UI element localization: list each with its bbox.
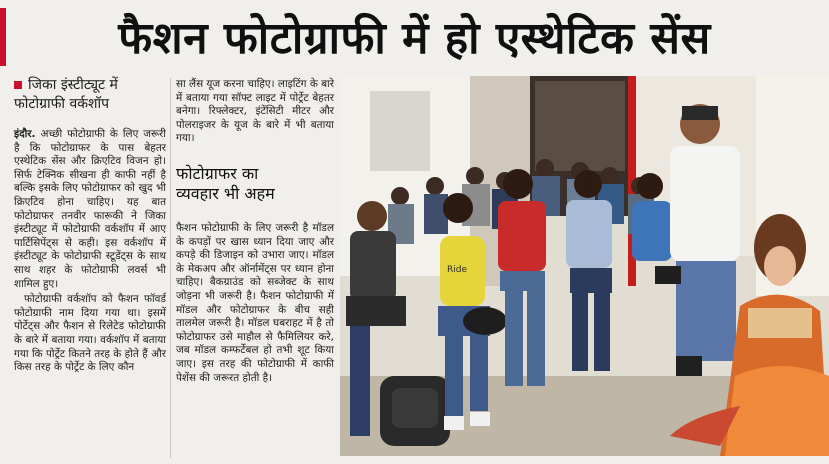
- dateline: इंदौर.: [14, 128, 36, 140]
- subhead-line-1: जिका इंस्टीट्यूट में: [28, 77, 118, 93]
- article-column-1: [14, 128, 166, 377]
- column-divider: [170, 78, 171, 458]
- subhead-line-2: फोटोग्राफी वर्कशॉप: [14, 96, 110, 112]
- column1-paragraph-2: फोटोग्राफी वर्कशॉप को फैशन फॉवर्ड फोटोग्राफी नाम दिया गया था। इसमें पोर्टेट्स और फैशन से रिलेटेड फोटोग्राफी के बारे में बताया गया। वर्कशॉप में बताया गया कि पोर्ट्रेट कितने तरह के होते हैं और किस तरह के पोर्ट्रेट के लिए कौन: [14, 293, 166, 374]
- article-subhead: [14, 76, 166, 114]
- workshop-photo: [340, 76, 829, 456]
- column1-paragraph-1: अच्छी फोटोग्राफी के लिए जरूरी है कि फोटोग्राफर के पास बेहतर एस्थेटिक सेंस और क्रिएटिव विजन हो। सिर्फ टेक्निक सीखना ही काफी नहीं है बल्कि इसके लिए फोटोग्राफर को खुद भी क्रिएटिव होना चाहिए। यह बात फोटोग्राफर तनवीर फारूकी ने जिका इंस्टीट्यूट में फोटोग्राफी वर्कशॉप में आए पार्टिसिपेंट्स से कही। इस वर्कशॉप में इंस्टीट्यूट के फोटोग्राफी स्टूडेंट्स के साथ साथ शहर के फोटोग्राफी लवर्स भी शामिल हुए।: [14, 128, 166, 290]
- column2-top-text: सा लैंस यूज करना चाहिए। लाइटिंग के बारे में बताया गया सॉफ्ट लाइट में पोर्ट्रेट बेहतर बनेगा। रिफ्लेक्टर, इंटेंसिटी मीटर और पोलराइजर के यूज के बारे में भी बताया गया।: [176, 78, 334, 145]
- bullet-square-icon: [14, 81, 22, 89]
- column2-subhead: [176, 164, 334, 204]
- article-column-2-top: [176, 78, 334, 148]
- column2-paragraph: फैशन फोटोग्राफी के लिए जरूरी है मॉडल के कपड़ों पर खास ध्यान दिया जाए और कपड़े की डिजाइन को उभारा जाए। मॉडल के मेकअप और ऑर्नामेंट्स पर ध्यान होना चाहिए। बैकग्राउंड को सब्जेक्ट के साथ जोड़ना भी जरूरी है। फैशन फोटोग्राफी में मॉडल और फोटोग्राफर के बीच सही तालमेल जरूरी है। मॉडल घबराहट में है तो फोटोग्राफर उसे माहौल से फैमिलियर करे, जब मॉडल कम्फर्टेबल हो तभी शूट किया जाए। इस तरह की फोटोग्राफी में काफी पेशेंस की जरूरत होती है।: [176, 222, 334, 384]
- column2-subhead-line-1: फोटोग्राफर का: [176, 164, 259, 183]
- shirt-print-text: Ride: [447, 265, 468, 275]
- column2-subhead-line-2: व्यवहार भी अहम: [176, 184, 275, 203]
- article-column-2-body: [176, 222, 334, 387]
- headline: फैशन फोटोग्राफी में हो एस्थेटिक सेंस: [118, 13, 711, 64]
- workshop-photo-illustration: [340, 76, 829, 456]
